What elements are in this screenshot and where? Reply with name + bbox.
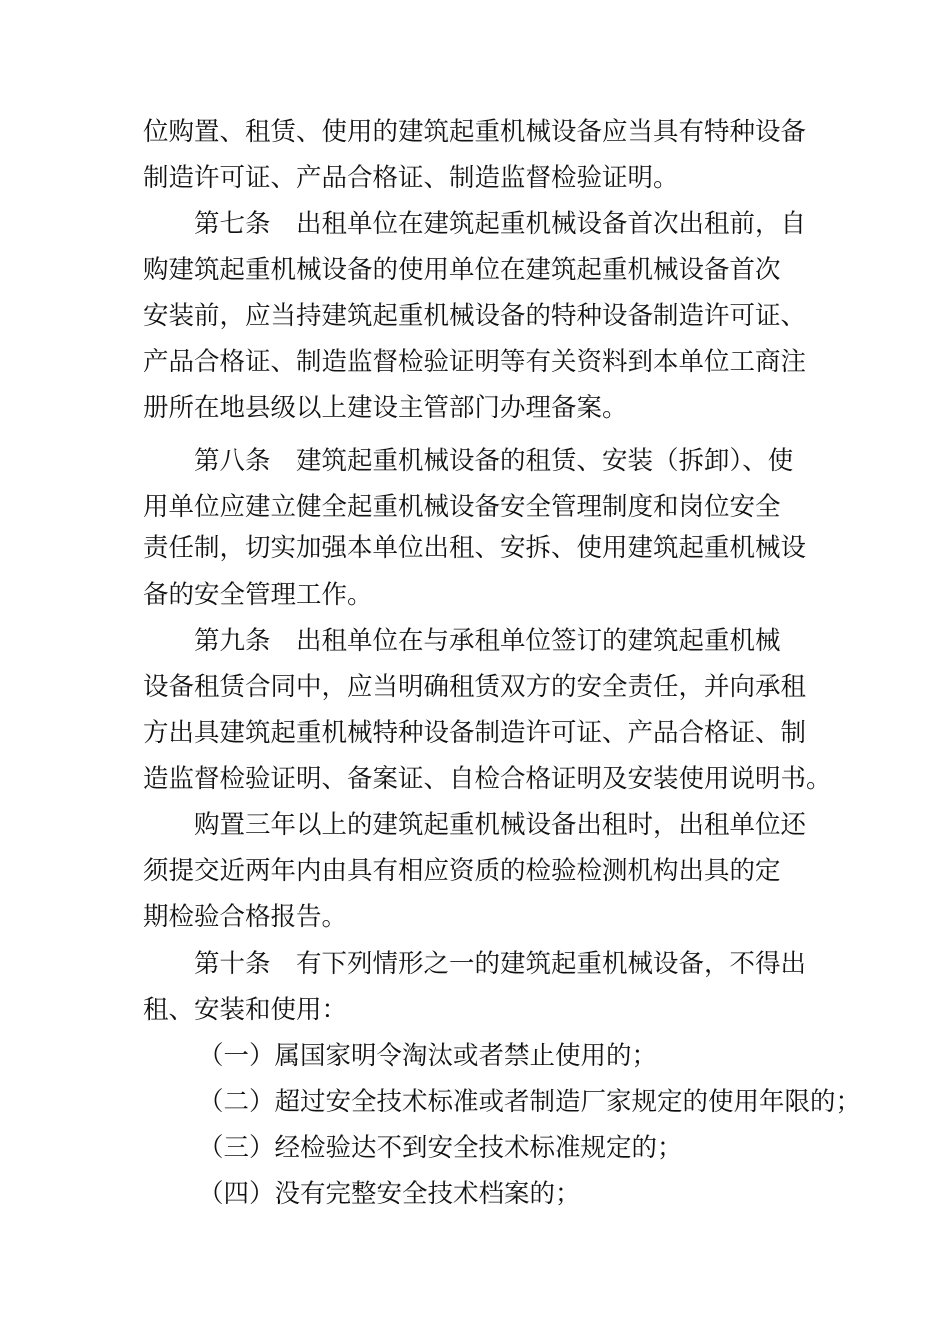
article-9-heading-line: 第九条 出租单位在与承租单位签订的建筑起重机械 — [194, 626, 781, 656]
text-line: 责任制，切实加强本单位出租、安拆、使用建筑起重机械设 — [143, 533, 807, 563]
text-line: 制造许可证、产品合格证、制造监督检验证明。 — [143, 163, 679, 193]
text-line: 期检验合格报告。 — [143, 902, 348, 932]
text-line: 备的安全管理工作。 — [143, 580, 373, 610]
text-line: 产品合格证、制造监督检验证明等有关资料到本单位工商注 — [143, 347, 807, 377]
text-line: 设备租赁合同中，应当明确租赁双方的安全责任，并向承租 — [143, 672, 807, 702]
text-line: 须提交近两年内由具有相应资质的检验检测机构出具的定 — [143, 856, 781, 886]
list-item-4: （四）没有完整安全技术档案的； — [198, 1179, 581, 1209]
text-line: 册所在地县级以上建设主管部门办理备案。 — [143, 393, 628, 423]
text-line: 安装前，应当持建筑起重机械设备的特种设备制造许可证、 — [143, 301, 807, 331]
text-line: 租、安装和使用： — [143, 995, 348, 1025]
text-line: 购建筑起重机械设备的使用单位在建筑起重机械设备首次 — [143, 255, 781, 285]
list-item-1: （一）属国家明令淘汰或者禁止使用的； — [198, 1041, 658, 1071]
paragraph-first-line: 购置三年以上的建筑起重机械设备出租时，出租单位还 — [194, 810, 807, 840]
text-line: 方出具建筑起重机械特种设备制造许可证、产品合格证、制 — [143, 718, 807, 748]
article-8-heading-line: 第八条 建筑起重机械设备的租赁、安装（拆卸）、使 — [194, 446, 794, 476]
list-item-2: （二）超过安全技术标准或者制造厂家规定的使用年限的； — [198, 1087, 862, 1117]
article-7-heading-line: 第七条 出租单位在建筑起重机械设备首次出租前，自 — [194, 209, 807, 239]
text-line: 造监督检验证明、备案证、自检合格证明及安装使用说明书。 — [143, 764, 832, 794]
list-item-3: （三）经检验达不到安全技术标准规定的； — [198, 1133, 683, 1163]
text-line: 用单位应建立健全起重机械设备安全管理制度和岗位安全 — [143, 492, 781, 522]
article-10-heading-line: 第十条 有下列情形之一的建筑起重机械设备，不得出 — [194, 949, 807, 979]
text-line: 位购置、租赁、使用的建筑起重机械设备应当具有特种设备 — [143, 117, 807, 147]
